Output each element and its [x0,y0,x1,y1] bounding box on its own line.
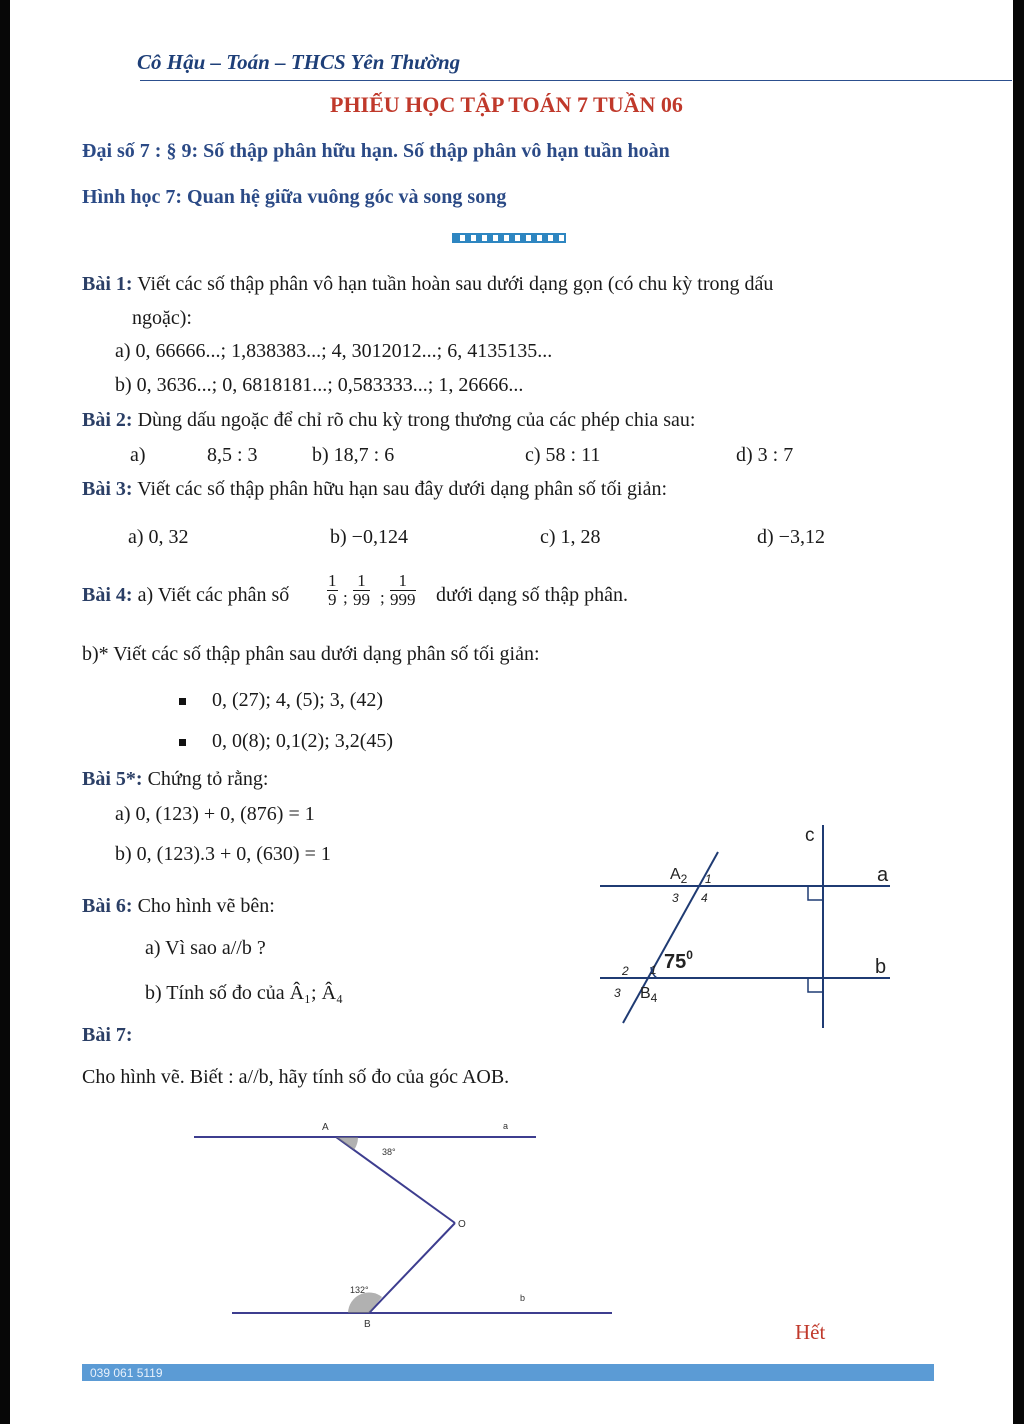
fraction-numerator: 1 [328,571,337,590]
bai6-question [82,895,275,918]
angle-degree-mark: 0 [686,948,693,962]
fraction-1-99 [353,572,370,609]
bai1-text-continued: ngoặc): [132,307,192,329]
bai6-figure [595,815,905,1035]
bai2-item-b: b) 18,7 : 6 [312,444,395,466]
bai3-item-a: a) 0, 32 [128,526,189,548]
algebra-topic: Đại số 7 : § 9: Số thập phân hữu hạn. Số thập phân vô hạn tuần hoàn [82,140,670,162]
bai5-label: Bài 5*: [82,768,143,790]
bai2-item-d: d) 3 : 7 [736,444,794,466]
section-divider [452,233,566,243]
bai2-label: Bài 2: [82,409,133,431]
bai7-label: Bài 7: [82,1024,133,1046]
bai2-item-a: 8,5 : 3 [207,444,258,466]
bai7-text: Cho hình vẽ. Biết : a//b, hãy tính số đo của góc AOB. [82,1066,510,1088]
bai3-item-c: c) 1, 28 [540,526,601,548]
footer-bar [82,1364,934,1381]
bai5-item-a: a) 0, (123) + 0, (876) = 1 [115,803,315,825]
bai3-label: Bài 3: [82,478,133,500]
bai2-text: Dùng dấu ngoặc để chỉ rõ chu kỳ trong thương của các phép chia sau: [132,409,696,431]
angle-value-75 [664,948,693,973]
angle-a1: 1 [705,872,712,886]
angle-value-number: 75 [664,951,687,973]
bai4-label: Bài 4: [82,584,133,606]
bai7-figure [190,1115,620,1330]
label-vertex-b [640,985,658,1005]
label-point-a: A [322,1122,329,1133]
bai2-item-a-label: a) [130,444,146,466]
label-line-a: a [877,864,889,886]
label-line-b: b [520,1293,526,1303]
right-angle-mark-b [808,978,823,992]
fraction-numerator: 1 [353,572,370,591]
bai3-question [82,478,667,501]
bai1-question [82,273,773,296]
angle-b1: 1 [650,963,657,977]
page-title: PHIẾU HỌC TẬP TOÁN 7 TUẦN 06 [330,92,683,117]
bai6-item-b: b) Tính số đo của Â₁; Â₄ [145,982,343,1004]
bai1-text: Viết các số thập phân vô hạn tuần hoàn sau dưới dạng gọn (có chu kỳ trong dấu [132,273,774,295]
bai5-text: Chứng tỏ rằng: [142,768,269,790]
vertex-a-subscript: 2 [680,872,688,886]
right-angle-mark-a [808,886,823,900]
label-line-c: c [805,825,815,846]
vertex-b-subscript: 4 [650,991,658,1005]
label-line-b: b [875,956,887,978]
bai6-item-a: a) Vì sao a//b ? [145,937,266,959]
angle-mark-b [348,1292,382,1313]
label-point-b: B [364,1319,371,1330]
bullet-icon [179,739,186,746]
angle-a3: 3 [672,891,679,905]
angle-label-b: 132° [350,1285,369,1295]
fraction-denominator: 999 [390,590,416,609]
bai4-text-a-end: dưới dạng số thập phân. [436,584,628,606]
fraction-numerator: 1 [390,572,416,591]
bai6-label: Bài 6: [82,895,133,917]
bai3-item-b: b) −0,124 [330,526,408,548]
bai6-text: Cho hình vẽ bên: [132,895,275,917]
label-point-o: O [458,1219,466,1230]
bai1-item-a: a) 0, 66666...; 1,838383...; 4, 3012012...; 6, 4135135... [115,340,553,362]
label-line-a: a [503,1121,509,1131]
label-vertex-a [670,866,688,886]
angle-a4: 4 [701,891,708,905]
bai1-item-b: b) 0, 3636...; 0, 6818181...; 0,583333...; 1, 26666... [115,374,524,396]
angle-b3: 3 [614,986,621,1000]
angle-mark-a [336,1137,358,1150]
segment-ob [369,1223,455,1313]
bai4-text-a: a) Viết các phân số [132,584,290,606]
author-header: Cô Hậu – Toán – THCS Yên Thường [137,50,461,74]
bai2-question [82,409,695,432]
fraction-1-999 [390,572,416,609]
bai4-question [82,584,289,607]
fraction-1-9 [327,572,338,609]
geometry-topic: Hình học 7: Quan hệ giữa vuông góc và song song [82,186,507,208]
fraction-separator: ; [380,588,385,607]
bai1-label: Bài 1: [82,273,133,295]
footer-phone: 039 061 5119 [90,1366,163,1380]
bullet-icon [179,698,186,705]
bai5-question [82,768,268,791]
vertex-b-letter: B [640,985,651,1002]
end-marker: Hết [795,1320,826,1344]
bai3-item-d: d) −3,12 [757,526,825,548]
fraction-denominator: 9 [328,590,337,609]
header-rule [140,80,1012,81]
bai4-text-b: b)* Viết các số thập phân sau dưới dạng phân số tối giản: [82,643,540,665]
angle-label-a: 38° [382,1147,396,1157]
fraction-separator: ; [343,588,348,607]
fraction-denominator: 99 [353,590,370,609]
bai5-item-b: b) 0, (123).3 + 0, (630) = 1 [115,843,331,865]
vertex-a-letter: A [670,866,681,883]
angle-b2: 2 [622,964,629,978]
bai4-bullet-1: 0, (27); 4, (5); 3, (42) [212,689,384,711]
bai4-bullet-2: 0, 0(8); 0,1(2); 3,2(45) [212,730,394,752]
bai2-item-c: c) 58 : 11 [525,444,601,466]
bai3-text: Viết các số thập phân hữu hạn sau đây dưới dạng phân số tối giản: [132,478,668,500]
